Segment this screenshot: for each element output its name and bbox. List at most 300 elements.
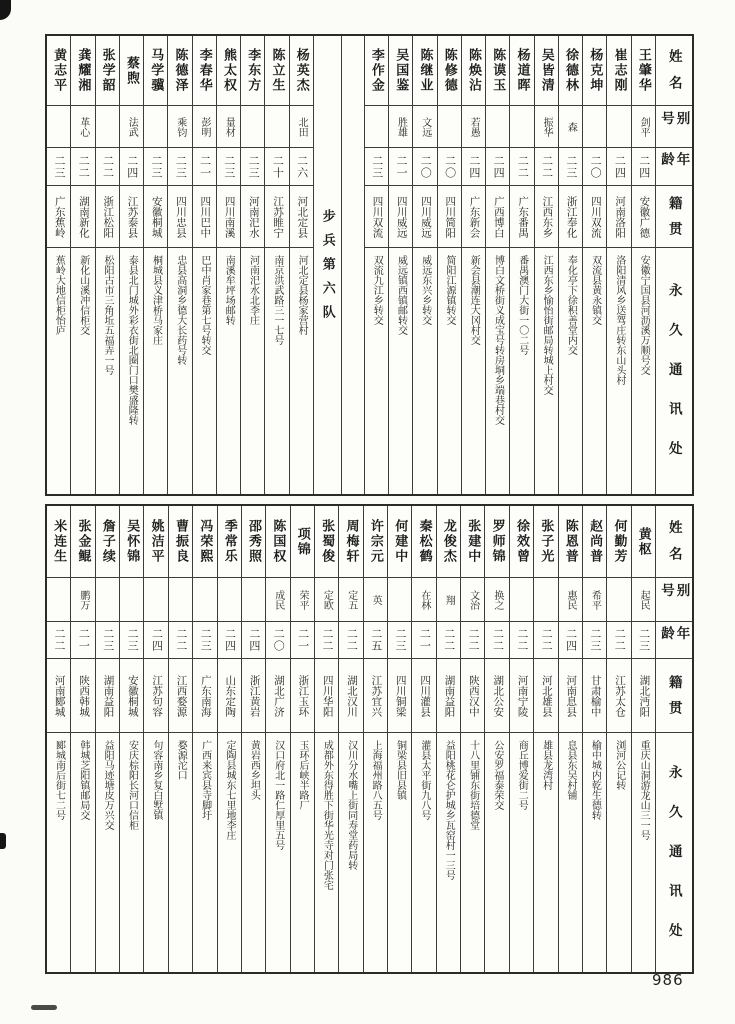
- person-age: 二四: [632, 148, 655, 186]
- person-column: [363, 506, 387, 972]
- person-column: [240, 36, 264, 494]
- person-alias: 荣平: [291, 578, 314, 622]
- person-name: 赵尚普: [583, 506, 606, 578]
- person-address: 定陶县城东七里地李庄: [223, 740, 235, 840]
- person-address: 婺源沱口: [175, 740, 187, 780]
- person-name: 秦松鹤: [412, 506, 435, 578]
- person-native-place: 河南郾城: [47, 659, 70, 733]
- person-name: 陈继业: [413, 36, 436, 106]
- person-native-place: 湖北广济: [266, 659, 289, 733]
- person-name: 龚耀湘: [71, 36, 94, 106]
- person-address: 益阳桃花仑护城乡瓦窑村一三号: [443, 740, 455, 880]
- person-age: 二二: [510, 148, 533, 186]
- person-alias: 鹏万: [71, 578, 94, 622]
- person-alias: 乘钧: [168, 106, 191, 148]
- person-native-place: 广东南海: [193, 659, 216, 733]
- person-age: 二二: [47, 622, 70, 659]
- person-native-place: 江苏宜兴: [364, 659, 387, 733]
- person-native-place: 陕西韩城: [71, 659, 94, 733]
- header-column-bottom: [655, 506, 692, 972]
- person-column: [631, 36, 655, 494]
- person-alias: 定欧: [315, 578, 338, 622]
- person-age: 二三: [144, 148, 167, 186]
- person-column: [95, 36, 119, 494]
- person-address: 泰县北门城外彩衣街北圈门口樊盛隆转: [126, 255, 138, 425]
- person-alias: 北田: [290, 106, 313, 148]
- person-alias: 彭明: [193, 106, 216, 148]
- person-column: [95, 506, 119, 972]
- person-age: 二四: [607, 148, 630, 186]
- person-name: 何勤芳: [607, 506, 630, 578]
- person-name: 姚洁平: [144, 506, 167, 578]
- person-column: [338, 506, 362, 972]
- person-column: [558, 36, 582, 494]
- person-column: [167, 36, 191, 494]
- person-alias: [169, 578, 192, 622]
- person-name: 张金鲲: [71, 506, 94, 578]
- person-alias: [242, 578, 265, 622]
- person-address: 简阳江源镇转交: [444, 255, 455, 325]
- person-alias: 胜雄: [389, 106, 412, 148]
- person-address: 铜梁县旧县镇: [394, 740, 406, 800]
- person-column: [364, 36, 388, 494]
- person-native-place: 湖北沔阳: [632, 659, 655, 733]
- person-address: 安庆棕阳长河口信柜: [126, 740, 138, 830]
- person-address: 桐城县义津桥马家庄: [150, 255, 162, 345]
- person-native-place: 广东新会: [462, 186, 485, 248]
- person-native-place: 河南洛阳: [607, 186, 630, 248]
- person-native-place: 四川南溪: [217, 186, 240, 248]
- person-native-place: 湖北公安: [485, 659, 508, 733]
- person-age: 二二: [339, 622, 362, 659]
- person-name: 熊太权: [217, 36, 240, 106]
- person-age: 二〇: [583, 148, 606, 186]
- person-name: 崔志刚: [607, 36, 630, 106]
- person-age: 二二: [71, 148, 94, 186]
- person-alias: 成民: [266, 578, 289, 622]
- person-alias: [583, 106, 606, 148]
- person-age: 二四: [559, 622, 582, 659]
- person-native-place: 河南息县: [559, 659, 582, 733]
- person-age: 二二: [485, 622, 508, 659]
- person-age: 二二: [510, 622, 533, 659]
- person-column: [47, 506, 70, 972]
- person-address: 博白文桥街义成宝号转房垌乡端巷村交: [492, 255, 504, 425]
- person-address: 广西来宾县寺脚圩: [199, 740, 211, 820]
- roster-table-top: [45, 34, 694, 496]
- person-name: 陈恩普: [559, 506, 582, 578]
- person-address: 重庆山洞游龙山三一号: [638, 740, 650, 840]
- person-alias: [607, 106, 630, 148]
- person-name: 张建中: [461, 506, 484, 578]
- person-native-place: 四川双流: [365, 186, 388, 248]
- person-name: 项锦: [291, 506, 314, 578]
- person-alias: 剑平: [632, 106, 655, 148]
- person-address: 巴中肖家巷第七号转交: [199, 255, 211, 355]
- page-number: 986: [652, 971, 684, 989]
- person-age: 二三: [632, 622, 655, 659]
- person-column: [631, 506, 655, 972]
- person-name: 吴国鉴: [389, 36, 412, 106]
- person-native-place: 湖南益阳: [437, 659, 460, 733]
- person-native-place: 河南汜水: [241, 186, 264, 248]
- person-name: 黄枢: [632, 506, 655, 578]
- person-name: 蔡煦: [120, 36, 143, 106]
- person-alias: [218, 578, 241, 622]
- person-address: 威远镇西镇邮转交: [395, 255, 407, 335]
- person-native-place: 江苏句容: [144, 659, 167, 733]
- person-address: 安徽宁国县河沥溪万顺号交: [638, 255, 650, 375]
- person-age: 二一: [291, 622, 314, 659]
- scan-artifact: [0, 833, 6, 849]
- person-native-place: 安徽桐城: [144, 186, 167, 248]
- header-native: 籍贯: [656, 186, 692, 248]
- person-age: 二十: [265, 148, 288, 186]
- person-name: 马学骥: [144, 36, 167, 106]
- empty-cell: [342, 36, 364, 494]
- person-native-place: 山东定陶: [218, 659, 241, 733]
- person-address: 汉口府北一路仁厚里五号: [272, 740, 284, 850]
- person-native-place: 甘肃榆中: [583, 659, 606, 733]
- person-address: 玉环后峡半路厂: [297, 740, 309, 810]
- person-address: 松阳古市三角坵五福弄一号: [101, 255, 113, 375]
- person-column: [217, 506, 241, 972]
- person-address: 蕉岭大地信柜怡庐: [53, 255, 65, 335]
- person-alias: 换之: [485, 578, 508, 622]
- person-address: 南京洪武路三一七号: [271, 255, 283, 345]
- person-name: 杨道晖: [510, 36, 533, 106]
- person-column: [47, 36, 70, 494]
- person-address: 公安罗福泰荣交: [491, 740, 503, 810]
- person-alias: [510, 106, 533, 148]
- person-native-place: 浙江黄岩: [242, 659, 265, 733]
- person-column: [509, 506, 533, 972]
- person-address: 上海福州路八五号: [370, 740, 382, 820]
- person-column: [606, 506, 630, 972]
- person-address: 益阳马迹塘皮万兴交: [102, 740, 114, 830]
- person-native-place: 四川华阳: [315, 659, 338, 733]
- person-native-place: 广东番禺: [510, 186, 533, 248]
- person-age: 二〇: [413, 148, 436, 186]
- person-alias: [96, 106, 119, 148]
- person-age: 二一: [412, 622, 435, 659]
- person-name: 张学韶: [96, 36, 119, 106]
- person-alias: [365, 106, 388, 148]
- person-name: 陈修德: [438, 36, 461, 106]
- divider-blank-column: [341, 36, 364, 494]
- person-age: 二三: [168, 148, 191, 186]
- person-address: 新化山溪冲信柜交: [77, 255, 89, 335]
- roster-table-bottom: [45, 504, 694, 974]
- person-name: 何建中: [388, 506, 411, 578]
- person-alias: [144, 106, 167, 148]
- person-name: 罗师锦: [485, 506, 508, 578]
- person-address: 成都外东得胜下街华光寺对门张宅: [321, 740, 333, 890]
- person-alias: 英: [364, 578, 387, 622]
- person-alias: 惠民: [559, 578, 582, 622]
- person-column: [558, 506, 582, 972]
- person-name: 詹子续: [96, 506, 119, 578]
- person-alias: 文治: [461, 578, 484, 622]
- person-name: 龙俊杰: [437, 506, 460, 578]
- person-alias: [486, 106, 509, 148]
- person-column: [143, 36, 167, 494]
- person-column: [388, 36, 412, 494]
- person-alias: 振华: [535, 106, 558, 148]
- person-name: 杨英杰: [290, 36, 313, 106]
- person-address: 雄县龙湾村: [540, 740, 552, 790]
- header-address: 永久通讯处: [666, 764, 682, 963]
- person-name: 黄志平: [47, 36, 70, 106]
- person-alias: [144, 578, 167, 622]
- person-alias: [47, 106, 70, 148]
- person-column: [241, 506, 265, 972]
- person-alias: 翔: [437, 578, 460, 622]
- person-address: 榆中城内乾生德转: [589, 740, 601, 820]
- person-native-place: 河北定县: [290, 186, 313, 248]
- person-name: 李作金: [365, 36, 388, 106]
- person-native-place: 湖北汉川: [339, 659, 362, 733]
- person-age: 二二: [169, 622, 192, 659]
- person-name: 陈谟玉: [486, 36, 509, 106]
- person-column: [119, 36, 143, 494]
- person-native-place: 湖南益阳: [96, 659, 119, 733]
- person-column: [70, 506, 94, 972]
- person-address: 浏河公记转: [613, 740, 625, 790]
- person-column: [168, 506, 192, 972]
- person-age: 二一: [193, 148, 216, 186]
- person-age: 二一: [71, 622, 94, 659]
- person-name: 陈焕沾: [462, 36, 485, 106]
- person-age: 二六: [290, 148, 313, 186]
- person-name: 周梅轩: [339, 506, 362, 578]
- person-address: 郾城南后街七二号: [53, 740, 65, 820]
- person-column: [461, 36, 485, 494]
- person-name: 吴怀锦: [120, 506, 143, 578]
- person-column: [70, 36, 94, 494]
- person-column: [387, 506, 411, 972]
- person-age: 二四: [120, 148, 143, 186]
- person-age: 二四: [486, 148, 509, 186]
- person-address: 威远东兴乡转交: [419, 255, 431, 325]
- person-name: 许宗元: [364, 506, 387, 578]
- person-native-place: 河北雄县: [534, 659, 557, 733]
- person-address: 番禺澳门大街一〇二号: [516, 255, 528, 355]
- person-age: 二〇: [266, 622, 289, 659]
- header-age: 年龄: [656, 622, 692, 659]
- person-age: 二三: [120, 622, 143, 659]
- person-alias: [388, 578, 411, 622]
- person-column: [192, 506, 216, 972]
- person-native-place: 四川巴中: [193, 186, 216, 248]
- person-alias: 希平: [583, 578, 606, 622]
- person-age: 二一: [389, 148, 412, 186]
- person-column: [437, 36, 461, 494]
- person-column: [143, 506, 167, 972]
- person-alias: [96, 578, 119, 622]
- person-column: [216, 36, 240, 494]
- person-age: 二三: [365, 148, 388, 186]
- person-native-place: 江苏睢宁: [265, 186, 288, 248]
- person-address: 黄岩西乡坦头: [248, 740, 260, 800]
- person-alias: [265, 106, 288, 148]
- person-name: 邵秀照: [242, 506, 265, 578]
- person-column: [412, 36, 436, 494]
- person-age: 二四: [144, 622, 167, 659]
- person-column: [264, 36, 288, 494]
- header-native: 籍贯: [656, 659, 692, 733]
- person-native-place: 浙江松阳: [96, 186, 119, 248]
- person-alias: [193, 578, 216, 622]
- header-alias: 别号: [656, 106, 692, 148]
- person-column: [509, 36, 533, 494]
- person-native-place: 安徽广德: [632, 186, 655, 248]
- person-name: 冯荣熙: [193, 506, 216, 578]
- person-address: 南溪牟坪场邮转: [223, 255, 235, 325]
- header-column-top: [655, 36, 692, 494]
- person-column: [533, 506, 557, 972]
- person-name: 李东方: [241, 36, 264, 106]
- person-age: 二四: [242, 622, 265, 659]
- person-address: 商丘博爱街二号: [516, 740, 528, 810]
- person-native-place: 四川忠县: [168, 186, 191, 248]
- person-alias: 若愚: [462, 106, 485, 148]
- person-alias: 定五: [339, 578, 362, 622]
- person-alias: [438, 106, 461, 148]
- person-age: 二三: [559, 148, 582, 186]
- person-address: 双流县黄永镇交: [589, 255, 601, 325]
- person-name: 吴皆清: [535, 36, 558, 106]
- person-column: [485, 36, 509, 494]
- person-native-place: 浙江奉化: [559, 186, 582, 248]
- person-native-place: 四川简阳: [438, 186, 461, 248]
- person-age: 二三: [47, 148, 70, 186]
- person-age: 二四: [218, 622, 241, 659]
- person-age: 二二: [534, 622, 557, 659]
- person-column: [484, 506, 508, 972]
- person-native-place: 四川铜梁: [388, 659, 411, 733]
- person-age: 二三: [217, 148, 240, 186]
- section-divider-column: [313, 36, 341, 494]
- scan-artifact: [0, 0, 11, 20]
- person-native-place: 四川双流: [583, 186, 606, 248]
- person-native-place: 湖南新化: [71, 186, 94, 248]
- header-name: 姓名: [656, 36, 692, 106]
- person-native-place: 广东蕉岭: [47, 186, 70, 248]
- person-alias: [120, 578, 143, 622]
- person-native-place: 江西婺源: [169, 659, 192, 733]
- person-name: 王肇华: [632, 36, 655, 106]
- person-address: 十八里铺东街培德堂: [467, 740, 479, 830]
- person-native-place: 江苏太仓: [607, 659, 630, 733]
- person-address: 河南汜水北李庄: [247, 255, 259, 325]
- person-address: 汉川分水嘴上街同寿堂药局转: [345, 740, 357, 870]
- person-native-place: 安徽桐城: [120, 659, 143, 733]
- person-age: 二二: [461, 622, 484, 659]
- person-alias: [510, 578, 533, 622]
- person-name: 徐效曾: [510, 506, 533, 578]
- person-age: 二二: [535, 148, 558, 186]
- person-address: 息县东吴村铺: [565, 740, 576, 800]
- person-alias: 文远: [413, 106, 436, 148]
- header-age: 年龄: [656, 148, 692, 186]
- person-native-place: 四川威远: [389, 186, 412, 248]
- person-age: 二三: [96, 622, 119, 659]
- person-address: 洛阳清风乡送驾庄转东山头村: [613, 255, 625, 385]
- person-address: 新会县潮连大冈村交: [468, 255, 480, 345]
- person-address: 奉化亭下徐积善堂内交: [565, 255, 577, 355]
- person-alias: 在林: [412, 578, 435, 622]
- header-name: 姓名: [656, 506, 692, 578]
- person-address: 灌县太平街九八号: [418, 740, 430, 820]
- header-address: 永久通讯处: [666, 283, 682, 481]
- person-age: 二〇: [438, 148, 461, 186]
- person-age: 二二: [437, 622, 460, 659]
- person-age: 二三: [241, 148, 264, 186]
- person-age: 二二: [315, 622, 338, 659]
- person-column: [582, 506, 606, 972]
- person-native-place: 浙江玉环: [291, 659, 314, 733]
- person-name: 陈德泽: [168, 36, 191, 106]
- person-age: 二三: [583, 622, 606, 659]
- person-address: 忠县高洞乡德大长药号转: [174, 255, 186, 365]
- person-native-place: 陕西汉中: [461, 659, 484, 733]
- person-name: 季常乐: [218, 506, 241, 578]
- person-column: [606, 36, 630, 494]
- person-native-place: 四川灌县: [412, 659, 435, 733]
- person-alias: [534, 578, 557, 622]
- header-alias: 别号: [656, 578, 692, 622]
- person-name: 徐德林: [559, 36, 582, 106]
- person-column: [119, 506, 143, 972]
- person-name: 米连生: [47, 506, 70, 578]
- person-alias: 量材: [217, 106, 240, 148]
- person-native-place: 四川威远: [413, 186, 436, 248]
- person-alias: 起民: [632, 578, 655, 622]
- person-name: 陈立生: [265, 36, 288, 106]
- person-column: [265, 506, 289, 972]
- person-address: 韩城芝阳镇邮局交: [77, 740, 89, 820]
- person-address: 江西东乡愉怡街邮局转城上村交: [541, 255, 553, 395]
- person-native-place: 河南宁陵: [510, 659, 533, 733]
- person-column: [411, 506, 435, 972]
- person-column: [192, 36, 216, 494]
- person-column: [290, 506, 314, 972]
- person-age: 二二: [96, 148, 119, 186]
- person-alias: 革心: [71, 106, 94, 148]
- person-age: 二三: [193, 622, 216, 659]
- person-age: 二三: [388, 622, 411, 659]
- person-column: [460, 506, 484, 972]
- person-name: 张子光: [534, 506, 557, 578]
- person-alias: [241, 106, 264, 148]
- person-name: 李春华: [193, 36, 216, 106]
- person-name: 杨克坤: [583, 36, 606, 106]
- scan-artifact: [31, 1005, 57, 1010]
- person-address: 句容南乡复白墅镇: [150, 740, 162, 820]
- person-column: [436, 506, 460, 972]
- person-column: [582, 36, 606, 494]
- person-alias: [47, 578, 70, 622]
- person-name: 张蜀俊: [315, 506, 338, 578]
- person-column: [314, 506, 338, 972]
- person-age: 二五: [364, 622, 387, 659]
- person-name: 陈国权: [266, 506, 289, 578]
- person-native-place: 江西东乡: [535, 186, 558, 248]
- person-alias: [607, 578, 630, 622]
- person-age: 二四: [462, 148, 485, 186]
- person-age: 二二: [607, 622, 630, 659]
